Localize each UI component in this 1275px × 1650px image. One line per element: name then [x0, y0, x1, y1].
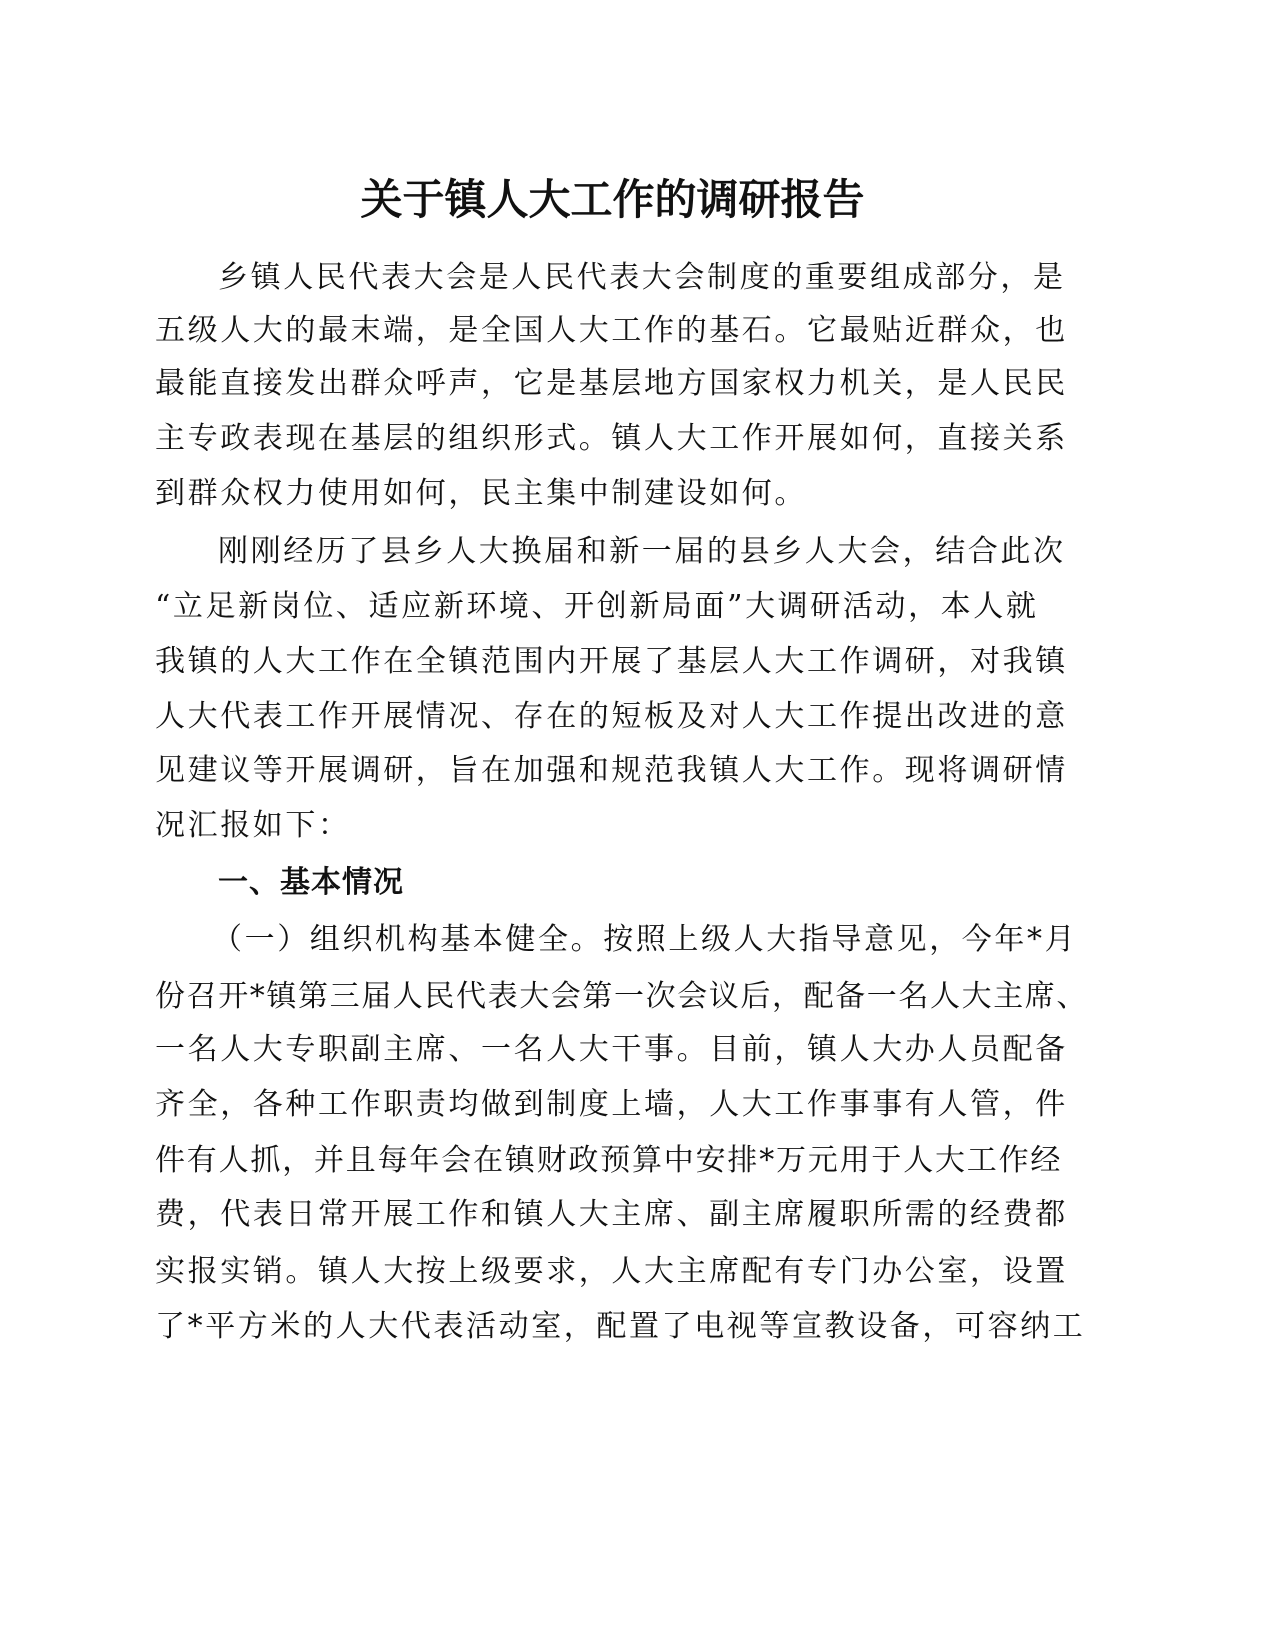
paragraph-line: 刚刚经历了县乡人大换届和新一届的县乡人大会，结合此次 — [218, 534, 1066, 569]
paragraph-line: 我镇的人大工作在全镇范围内开展了基层人大工作调研，对我镇 — [155, 644, 1068, 679]
paragraph-line: 五级人大的最末端，是全国人大工作的基石。它最贴近群众，也 — [155, 313, 1068, 348]
paragraph-line: 实报实销。镇人大按上级要求，人大主席配有专门办公室，设置 — [155, 1254, 1068, 1289]
paragraph-line: 人大代表工作开展情况、存在的短板及对人大工作提出改进的意 — [155, 699, 1068, 734]
paragraph-line: 见建议等开展调研，旨在加强和规范我镇人大工作。现将调研情 — [155, 753, 1068, 788]
paragraph-line: 一名人大专职副主席、一名人大干事。目前，镇人大办人员配备 — [155, 1032, 1068, 1067]
paragraph-line: 齐全，各种工作职责均做到制度上墙，人大工作事事有人管，件 — [155, 1087, 1068, 1122]
paragraph-line: 费，代表日常开展工作和镇人大主席、副主席履职所需的经费都 — [155, 1197, 1068, 1232]
section-heading: 一、基本情况 — [218, 865, 404, 900]
paragraph-line: 乡镇人民代表大会是人民代表大会制度的重要组成部分，是 — [218, 260, 1066, 295]
paragraph-line: 到群众权力使用如何，民主集中制建设如何。 — [155, 476, 807, 511]
paragraph-line: 况汇报如下： — [155, 808, 351, 843]
document-title: 关于镇人大工作的调研报告 — [360, 175, 865, 224]
paragraph-line: 份召开*镇第三届人民代表大会第一次会议后，配备一名人大主席、 — [155, 979, 1088, 1014]
paragraph-line: （一）组织机构基本健全。按照上级人大指导意见，今年*月 — [212, 922, 1078, 957]
paragraph-line: 件有人抓，并且每年会在镇财政预算中安排*万元用于人大工作经 — [155, 1143, 1063, 1178]
paragraph-line: 主专政表现在基层的组织形式。镇人大工作开展如何，直接关系 — [155, 421, 1068, 456]
paragraph-line: “立足新岗位、适应新环境、开创新局面”大调研活动，本人就 — [155, 589, 1039, 624]
paragraph-line: 了*平方米的人大代表活动室，配置了电视等宣教设备，可容纳工 — [155, 1309, 1086, 1344]
paragraph-line: 最能直接发出群众呼声，它是基层地方国家权力机关，是人民民 — [155, 366, 1068, 401]
